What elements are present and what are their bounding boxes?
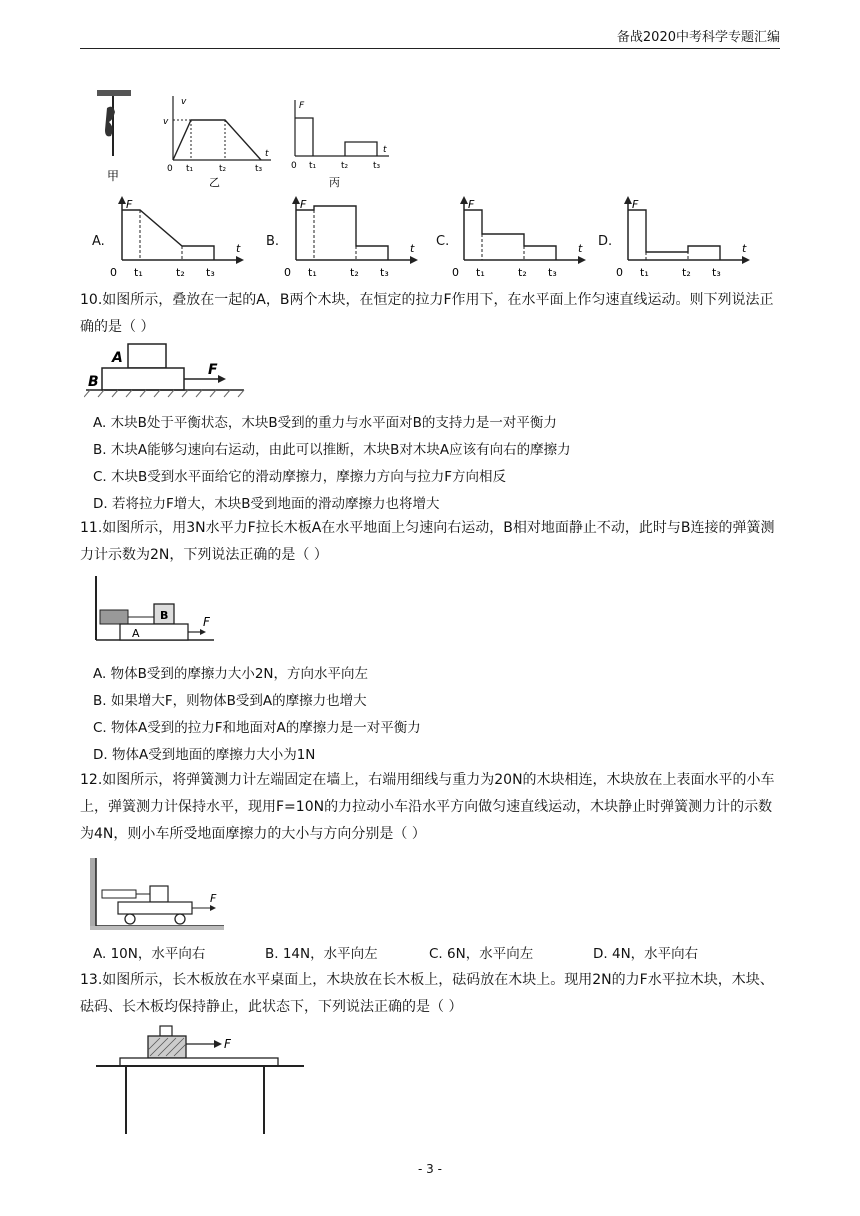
q11-option-c: C. 物体A受到的拉力F和地面对A的摩擦力是一对平衡力: [93, 720, 421, 736]
q12-option-a: A. 10N，水平向右: [93, 946, 206, 962]
q12-stem: 12.如图所示，将弹簧测力计左端固定在墙上，右端用细线与重力为20N的木块相连，木块放在上表面水平的小车上，弹簧测力计保持水平，现用F=10N的力拉动小车沿水平方向做匀速直线运动，木块静止时弹簧测力计的示数为4N，则小车所受地面摩擦力的大小与方向分别是（ ）: [80, 772, 775, 842]
climber-figure: [97, 90, 131, 156]
svg-text:0: 0: [110, 266, 117, 278]
q11-figure: [90, 574, 220, 644]
svg-text:t₁: t₁: [309, 161, 317, 171]
fig-label-bing: 丙: [329, 176, 340, 188]
q11-stem: 11.如图所示，用3N水平力F拉长木板A在水平地面上匀速向右运动，B相对地面静止不动，此时与B连接的弹簧测力计示数为2N，下列说法正确的是（ ）: [80, 520, 775, 563]
q9-option-c-graph: [452, 196, 592, 278]
q11-option-d: D. 物体A受到地面的摩擦力大小为1N: [93, 747, 316, 763]
svg-text:F: F: [299, 101, 305, 111]
svg-text:F: F: [300, 198, 307, 211]
q9-options: [92, 196, 772, 278]
page-header: [80, 26, 780, 49]
header-title: 备战2020中考科学专题汇编: [616, 30, 780, 45]
fig-label-yi: 乙: [209, 176, 220, 188]
q12-figure: [88, 856, 228, 930]
q9-option-a-label: A.: [92, 234, 105, 249]
q12-option-b: B. 14N，水平向左: [265, 946, 378, 962]
q9-option-b-graph: [284, 196, 424, 278]
svg-text:F: F: [208, 362, 218, 378]
svg-text:t: t: [383, 145, 387, 155]
svg-text:0: 0: [167, 164, 173, 174]
svg-text:A: A: [112, 350, 123, 366]
fig-label-jia: 甲: [107, 169, 120, 183]
q11-option-a: A. 物体B受到的摩擦力大小2N，方向水平向左: [93, 666, 369, 682]
svg-text:t₁: t₁: [134, 266, 143, 278]
svg-text:0: 0: [284, 266, 291, 278]
svg-text:t₂: t₂: [341, 161, 349, 171]
q10-option-d: D. 若将拉力F增大，木块B受到地面的滑动摩擦力也将增大: [93, 496, 440, 512]
svg-text:F: F: [224, 1037, 231, 1051]
q13-stem: 13.如图所示，长木板放在水平桌面上，木块放在长木板上，砝码放在木块上。现用2N的力F水平拉木块，木块、砝码、长木板均保持静止，此状态下，下列说法正确的是（ ）: [80, 972, 774, 1015]
svg-text:B: B: [88, 374, 99, 390]
svg-text:t₃: t₃: [712, 266, 721, 278]
svg-text:t₁: t₁: [308, 266, 317, 278]
svg-text:t: t: [410, 242, 415, 255]
svg-text:t₃: t₃: [380, 266, 389, 278]
q9-option-a-graph: [110, 196, 250, 278]
svg-text:t₂: t₂: [350, 266, 359, 278]
svg-text:v: v: [181, 97, 187, 107]
svg-text:t₂: t₂: [518, 266, 527, 278]
page-number: - 3 -: [418, 1162, 442, 1176]
q9-option-c-label: C.: [436, 234, 450, 249]
svg-text:t: t: [265, 149, 269, 159]
svg-text:t₂: t₂: [682, 266, 691, 278]
q13-figure: [92, 1024, 312, 1136]
svg-text:t₂: t₂: [219, 164, 227, 174]
svg-text:t₃: t₃: [548, 266, 557, 278]
svg-text:0: 0: [452, 266, 459, 278]
svg-text:0: 0: [291, 161, 297, 171]
svg-text:F: F: [203, 615, 210, 629]
svg-text:t₁: t₁: [476, 266, 485, 278]
svg-text:F: F: [468, 198, 475, 211]
q12-option-c: C. 6N，水平向左: [429, 946, 534, 962]
svg-text:v: v: [163, 117, 169, 127]
svg-text:F: F: [126, 198, 133, 211]
q11-option-b: B. 如果增大F，则物体B受到A的摩擦力也增大: [93, 693, 367, 709]
f-t-graph: [291, 100, 389, 171]
q10-option-a: A. 木块B处于平衡状态，木块B受到的重力与水平面对B的支持力是一对平衡力: [93, 415, 557, 431]
svg-text:t₁: t₁: [186, 164, 194, 174]
q10-option-c: C. 木块B受到水平面给它的滑动摩擦力，摩擦力方向与拉力F方向相反: [93, 469, 507, 485]
q9-figure-top: [85, 88, 405, 188]
svg-text:F: F: [210, 892, 217, 905]
svg-text:0: 0: [616, 266, 623, 278]
svg-text:t₃: t₃: [206, 266, 215, 278]
svg-text:t₂: t₂: [176, 266, 185, 278]
svg-text:t: t: [742, 242, 747, 255]
svg-text:t: t: [236, 242, 241, 255]
q12-option-d: D. 4N，水平向右: [593, 946, 699, 962]
svg-text:t₃: t₃: [255, 164, 263, 174]
svg-text:B: B: [160, 609, 169, 622]
svg-text:t: t: [578, 242, 583, 255]
q10-figure: [84, 340, 254, 400]
q9-option-d-label: D.: [598, 234, 613, 249]
q10-stem: 10.如图所示，叠放在一起的A，B两个木块，在恒定的拉力F作用下，在水平面上作匀速直线运动。则下列说法正确的是（ ）: [80, 292, 774, 335]
svg-text:F: F: [632, 198, 639, 211]
q10-option-b: B. 木块A能够匀速向右运动，由此可以推断，木块B对木块A应该有向右的摩擦力: [93, 442, 571, 458]
svg-text:t₁: t₁: [640, 266, 649, 278]
q9-option-d-graph: [616, 196, 756, 278]
q9-option-b-label: B.: [266, 234, 280, 249]
v-t-graph: [163, 96, 271, 174]
svg-text:A: A: [132, 627, 140, 640]
svg-text:t₃: t₃: [373, 161, 381, 171]
